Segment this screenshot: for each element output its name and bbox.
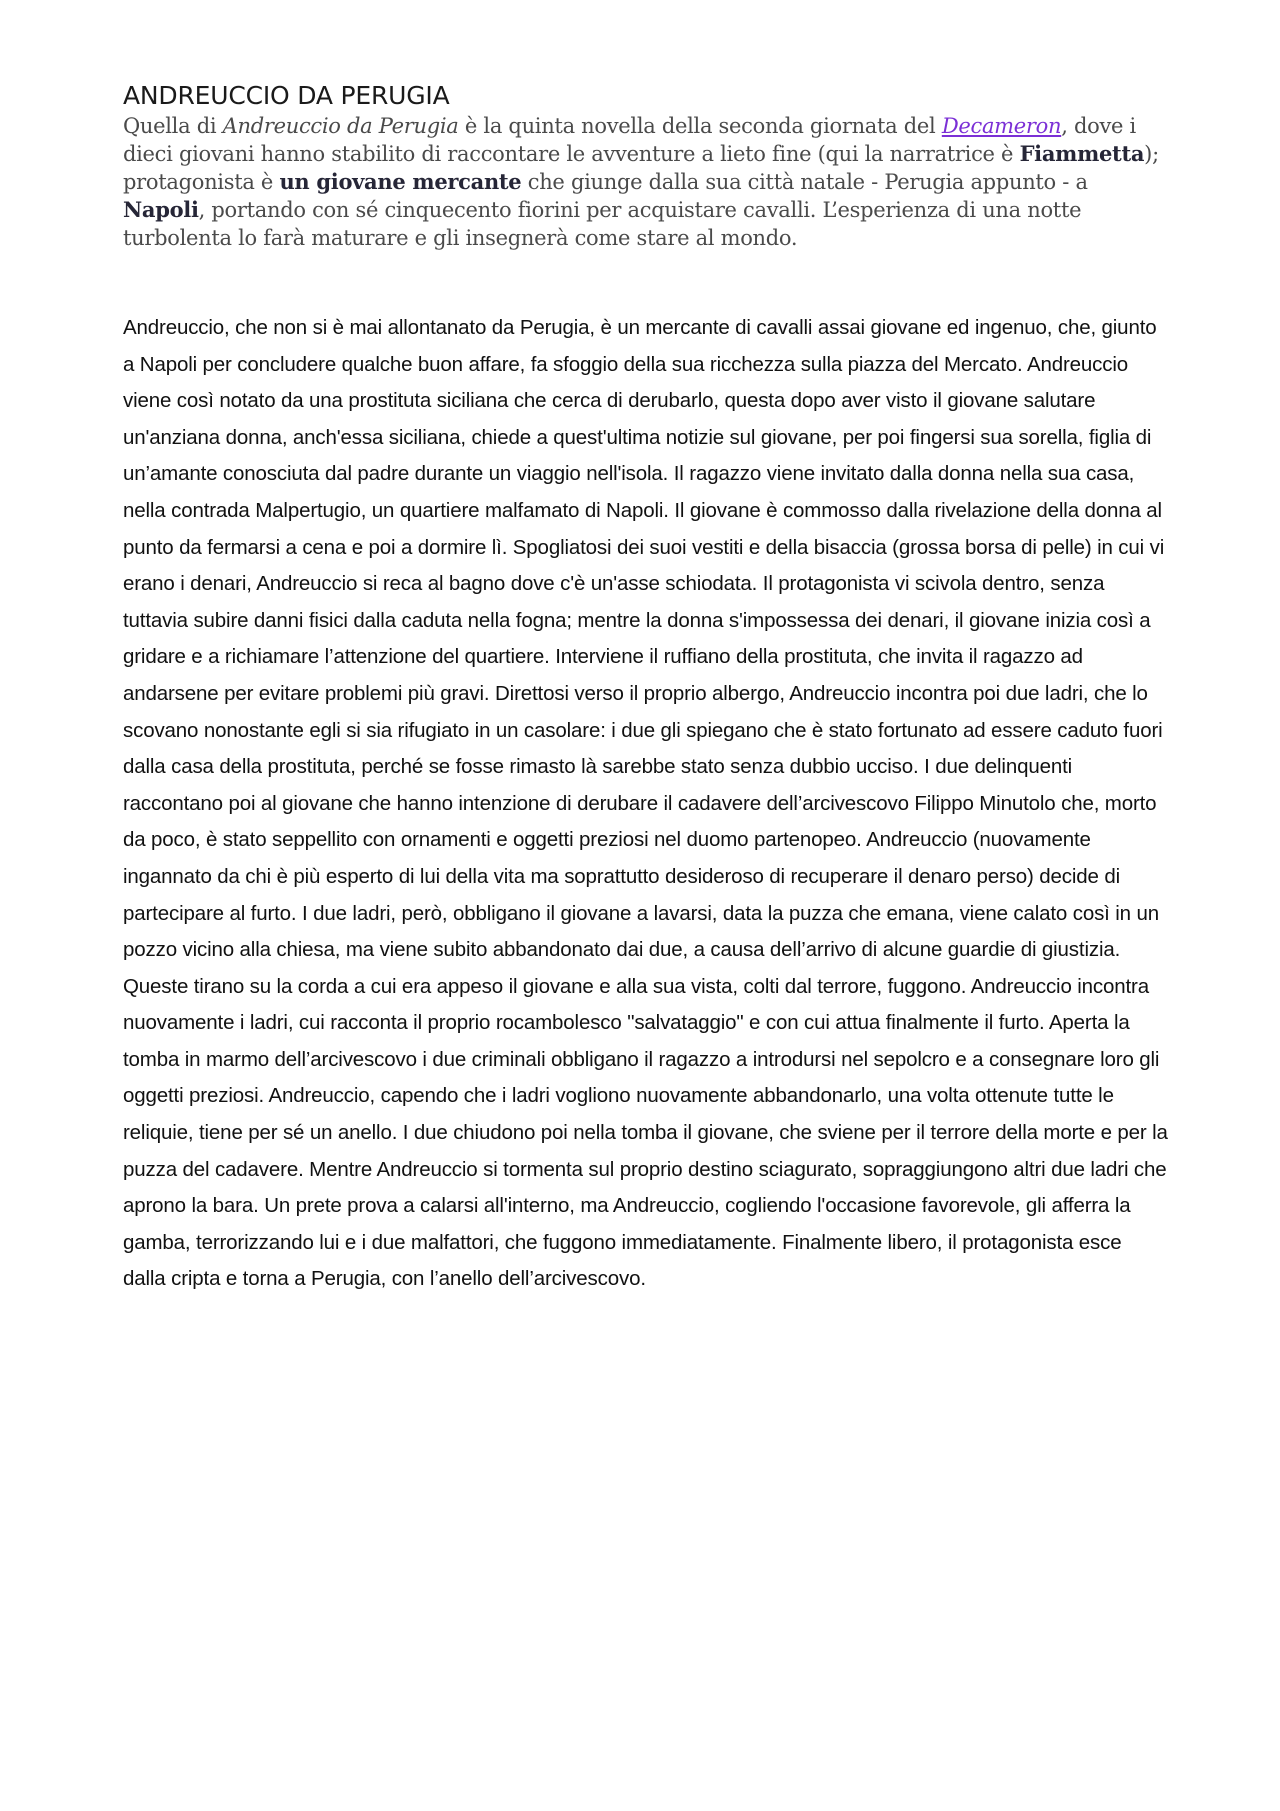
city-name: Napoli <box>123 197 199 222</box>
document-title: ANDREUCCIO DA PERUGIA <box>123 81 450 110</box>
intro-text-1: Quella di <box>123 114 223 138</box>
intro-text-6: , portando con sé cinquecento fiorini per acquistare cavalli. L’esperienza di una notte turbolenta lo farà maturare e gli insegnerà come stare al mondo. <box>123 198 1082 250</box>
protagonist-label: un giovane mercante <box>279 169 522 194</box>
novella-title: Andreuccio da Perugia <box>222 114 459 138</box>
summary-paragraph: Andreuccio, che non si è mai allontanato da Perugia, è un mercante di cavalli assai giovane ed ingenuo, che, giunto a Napoli per concludere qualche buon affare, fa sfoggio della sua ricchezza sulla piazza del Mercato. Andreuccio viene così notato da una prostituta siciliana che cerca di derubarlo, questa dopo aver visto il giovane salutare un'anziana donna, anch'essa siciliana, chiede a quest'ultima notizie sul giovane, per poi fingersi sua sorella, figlia di un’amante conosciuta dal padre durante un viaggio nell'isola. Il ragazzo viene invitato dalla donna nella sua casa, nella contrada Malpertugio, un quartiere malfamato di Napoli. Il giovane è commosso dalla rivelazione della donna al punto da fermarsi a cena e poi a dormire lì. Spogliatosi dei suoi vestiti e della bisaccia (grossa borsa di pelle) in cui vi erano i denari, Andreuccio si reca al bagno dove c'è un'asse schiodata. Il protagonista vi scivola dentro, senza tuttavia subire danni fisici dalla caduta nella fogna; mentre la donna s'impossessa dei denari, il giovane inizia così a gridare e a richiamare l’attenzione del quartiere. Interviene il ruffiano della prostituta, che invita il ragazzo ad andarsene per evitare problemi più gravi. Direttosi verso il proprio albergo, Andreuccio incontra poi due ladri, che lo scovano nonostante egli si sia rifugiato in un casolare: i due gli spiegano che è stato fortunato ad essere caduto fuori dalla casa della prostituta, perché se fosse rimasto là sarebbe stato senza dubbio ucciso. I due delinquenti raccontano poi al giovane che hanno intenzione di derubare il cadavere dell’arcivescovo Filippo Minutolo che, morto da poco, è stato seppellito con ornamenti e oggetti preziosi nel duomo partenopeo. Andreuccio (nuovamente ingannato da chi è più esperto di lui della vita ma soprattutto desideroso di recuperare il denaro perso) decide di partecipare al furto. I due ladri, però, obbligano il giovane a lavarsi, data la puzza che emana, viene calato così in un pozzo vicino alla chiesa, ma viene subito abbandonato dai due, a causa dell’arrivo di alcune guardie di giustizia. Queste tirano su la corda a cui era appeso il giovane e alla sua vista, colti dal terrore, fuggono. Andreuccio incontra nuovamente i ladri, cui racconta il proprio rocambolesco "salvataggio" e con cui attua finalmente il furto. Aperta la tomba in marmo dell’arcivescovo i due criminali obbligano il ragazzo a introdursi nel sepolcro e a consegnare loro gli oggetti preziosi. Andreuccio, capendo che i ladri vogliono nuovamente abbandonarlo, una volta ottenute tutte le reliquie, tiene per sé un anello. I due chiudono poi nella tomba il giovane, che sviene per il terrore della morte e per la puzza del cadavere. Mentre Andreuccio si tormenta sul proprio destino sciagurato, sopraggiungono altri due ladri che aprono la bara. Un prete prova a calarsi all'interno, ma Andreuccio, cogliendo l'occasione favorevole, gli afferra la gamba, terrorizzando lui e i due malfattori, che fuggono immediatamente. Finalmente libero, il protagonista esce dalla cripta e torna a Perugia, con l’anello dell’arcivescovo. <box>123 316 1168 1291</box>
intro-paragraph <box>123 112 1169 252</box>
intro-text-5: che giunge dalla sua città natale - Perugia appunto - a <box>521 170 1088 194</box>
intro-text-3: , dove i dieci giovani hanno stabilito di raccontare le avventure a lieto fine (qui la narratrice è <box>123 114 1136 166</box>
intro-text-2: è la quinta novella della seconda giornata del <box>458 114 942 138</box>
document-page <box>123 80 1169 1298</box>
decameron-link[interactable]: Decameron <box>941 114 1062 138</box>
intro-text-4: ); protagonista è <box>123 142 1159 194</box>
narrator-name: Fiammetta <box>1019 141 1145 166</box>
